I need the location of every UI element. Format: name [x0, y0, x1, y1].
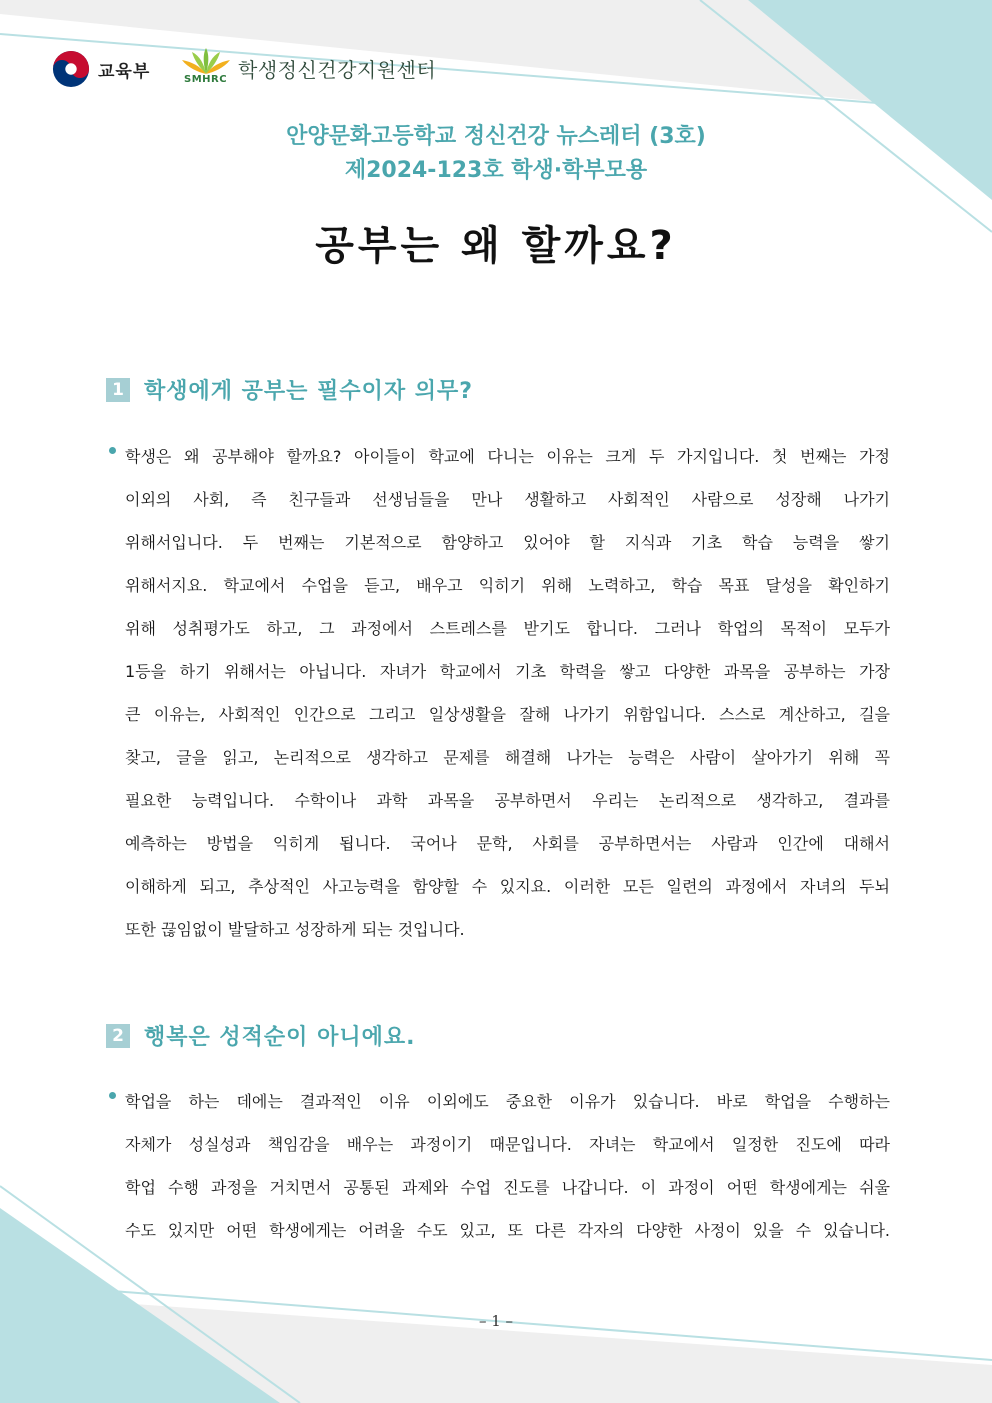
paragraph-line: 이외의 사회, 즉 친구들과 선생님들을 만나 생활하고 사회적인 사람으로 성장해 나가기 — [125, 490, 890, 509]
bullet-dot-icon — [109, 1092, 116, 1099]
section-number-box: 2 — [106, 1024, 130, 1048]
paragraph-line: 필요한 능력입니다. 수학이나 과학 과목을 공부하면서 우리는 논리적으로 생각하고, 결과를 — [125, 791, 890, 810]
paragraph-line: 또한 끊임없이 발달하고 성장하게 되는 것입니다. — [125, 920, 465, 939]
section-1-paragraph — [106, 435, 890, 951]
section-heading-2 — [106, 1020, 415, 1051]
center-abbr: SMHRC — [184, 74, 228, 85]
paragraph-line: 1등을 하기 위해서는 아닙니다. 자녀가 학교에서 기초 학력을 쌓고 다양한 과목을 공부하는 가장 — [125, 662, 890, 681]
section-heading-text: 행복은 성적순이 아니에요. — [144, 1025, 416, 1050]
paragraph-line: 학업 수행 과정을 거치면서 공통된 과제와 수업 진도를 나갑니다. 이 과정이 어떤 학생에게는 쉬울 — [125, 1178, 890, 1197]
paragraph-line: 학업을 하는 데에는 결과적인 이유 이외에도 중요한 이유가 있습니다. 바로 학업을 수행하는 — [125, 1092, 890, 1111]
paragraph-line: 이해하게 되고, 추상적인 사고능력을 함양할 수 있지요. 이러한 모든 일련의 과정에서 자녀의 두뇌 — [125, 877, 890, 896]
paragraph-line: 자체가 성실성과 책임감을 배우는 과정이기 때문입니다. 자녀는 학교에서 일정한 진도에 따라 — [125, 1135, 890, 1154]
section-number-box: 1 — [106, 378, 130, 402]
paragraph-line: 위해서입니다. 두 번째는 기본적으로 함양하고 있어야 할 지식과 기초 학습 능력을 쌓기 — [125, 533, 890, 552]
section-heading-1 — [106, 374, 473, 405]
newsletter-title: 안양문화고등학교 정신건강 뉴스레터 (3호) — [286, 124, 706, 149]
paragraph-line: 큰 이유는, 사회적인 인간으로 그리고 일상생활을 잘해 나가기 위함입니다. 스스로 계산하고, 길을 — [125, 705, 890, 724]
paragraph-line: 학생은 왜 공부해야 할까요? 아이들이 학교에 다니는 이유는 크게 두 가지입니다. 첫 번째는 가정 — [125, 447, 890, 466]
section-heading-text: 학생에게 공부는 필수이자 의무? — [144, 379, 474, 404]
smhrc-logo — [180, 46, 436, 90]
sprout-leaves-icon — [180, 46, 232, 76]
taegeuk-emblem-icon — [52, 50, 90, 88]
paragraph-line: 위해서지요. 학교에서 수업을 듣고, 배우고 익히기 위해 노력하고, 학습 목표 달성을 확인하기 — [125, 576, 890, 595]
newsletter-issue: 제2024-123호 학생·학부모용 — [344, 158, 648, 183]
section-2-paragraph — [106, 1080, 890, 1252]
paragraph-line: 위해 성취평가도 하고, 그 과정에서 스트레스를 받기도 합니다. 그러나 학업의 목적이 모두가 — [125, 619, 890, 638]
paragraph-line: 예측하는 방법을 익히게 됩니다. 국어나 문학, 사회를 공부하면서는 사람과 인간에 대해서 — [125, 834, 890, 853]
moe-logo — [52, 50, 150, 88]
bullet-dot-icon — [109, 447, 116, 454]
center-name: 학생정신건강지원센터 — [238, 58, 437, 82]
paragraph-line: 찾고, 글을 읽고, 논리적으로 생각하고 문제를 해결해 나가는 능력은 사람이 살아가기 위해 꼭 — [125, 748, 890, 767]
paragraph-line: 수도 있지만 어떤 학생에게는 어려울 수도 있고, 또 다른 각자의 다양한 사정이 있을 수 있습니다. — [125, 1221, 890, 1240]
page-title: 공부는 왜 할까요? — [315, 223, 677, 269]
page-number: – 1 – — [478, 1312, 514, 1330]
ministry-name: 교육부 — [98, 61, 151, 82]
